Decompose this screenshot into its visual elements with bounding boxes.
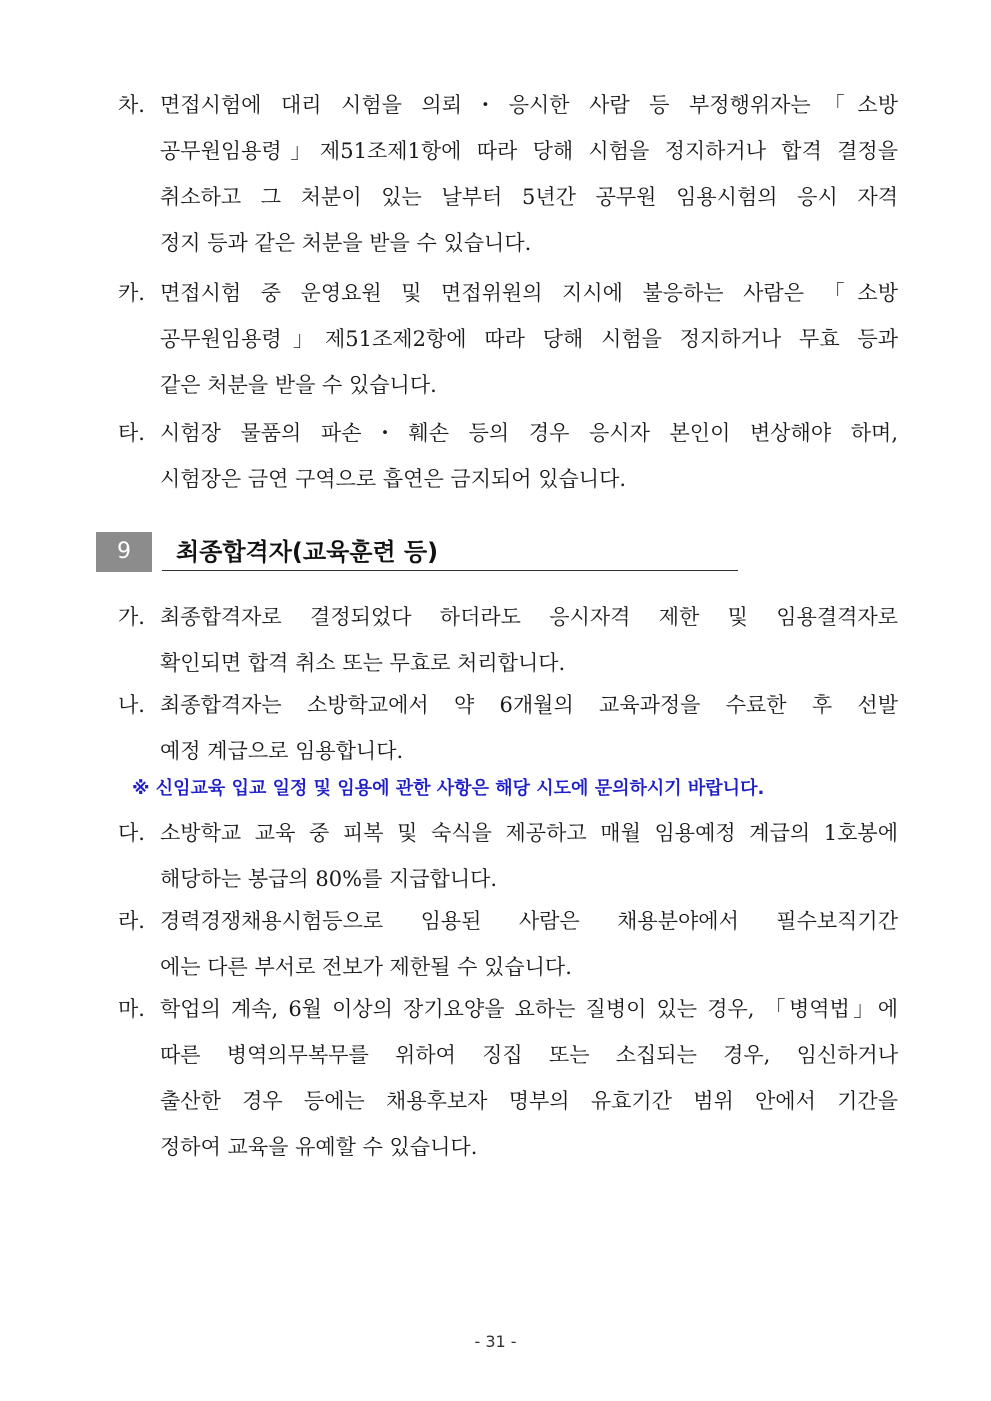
- list-item-na: [118, 682, 898, 774]
- list-item-line: [118, 1032, 898, 1078]
- list-marker: 마.: [118, 997, 145, 1021]
- list-item-line: [118, 220, 898, 266]
- list-item-text: 취소하고 그 처분이 있는 날부터 5년간 공무원 임용시험의 응시 자격: [160, 185, 898, 209]
- list-marker: 라.: [118, 909, 145, 933]
- list-item-line: [118, 316, 898, 362]
- list-item-text: 최종합격자로 결정되었다 하더라도 응시자격 제한 및 임용결격자로: [160, 605, 898, 629]
- list-item-line: [118, 682, 898, 728]
- list-item-line: [118, 82, 898, 128]
- list-item-text: 정하여 교육을 유예할 수 있습니다.: [160, 1135, 478, 1159]
- list-item-cha: [118, 82, 898, 266]
- list-item-da: [118, 810, 898, 902]
- list-marker: 카.: [118, 281, 145, 305]
- list-item-ta: [118, 410, 898, 502]
- list-item-line: [118, 640, 898, 686]
- list-item-text: 경력경쟁채용시험등으로 임용된 사람은 채용분야에서 필수보직기간: [160, 909, 898, 933]
- list-marker: 다.: [118, 821, 145, 845]
- list-item-text: 해당하는 봉급의 80%를 지급합니다.: [160, 867, 498, 891]
- list-item-text: 에는 다른 부서로 전보가 제한될 수 있습니다.: [160, 955, 572, 979]
- list-item-ra: [118, 898, 898, 990]
- list-item-line: [118, 362, 898, 408]
- section-title: 최종합격자(교육훈련 등): [176, 538, 439, 566]
- list-item-line: [118, 1078, 898, 1124]
- list-item-text: 공무원임용령」제51조제1항에 따라 당해 시험을 정지하거나 합격 결정을: [160, 139, 898, 163]
- list-item-line: [118, 944, 898, 990]
- list-item-text: 면접시험 중 운영요원 및 면접위원의 지시에 불응하는 사람은 「소방: [160, 281, 898, 305]
- list-marker: 타.: [118, 421, 145, 445]
- page-number: - 31 -: [474, 1332, 517, 1351]
- list-item-text: 시험장 물품의 파손・훼손 등의 경우 응시자 본인이 변상해야 하며,: [160, 421, 898, 445]
- list-item-text: 출산한 경우 등에는 채용후보자 명부의 유효기간 범위 안에서 기간을: [160, 1089, 898, 1113]
- section-underline: [162, 570, 738, 571]
- section-number: 9: [96, 532, 152, 572]
- list-item-line: [118, 594, 898, 640]
- notice-text: ※ 신임교육 입교 일정 및 임용에 관한 사항은 해당 시도에 문의하시기 바랍니다.: [132, 778, 765, 799]
- section-heading: [96, 532, 738, 574]
- list-item-line: [118, 174, 898, 220]
- list-item-text: 같은 처분을 받을 수 있습니다.: [160, 373, 437, 397]
- list-item-ka: [118, 270, 898, 408]
- list-item-text: 정지 등과 같은 처분을 받을 수 있습니다.: [160, 231, 532, 255]
- list-item-line: [118, 410, 898, 456]
- list-item-line: [118, 728, 898, 774]
- list-item-line: [118, 856, 898, 902]
- list-item-line: [118, 1124, 898, 1170]
- list-item-text: 공무원임용령」제51조제2항에 따라 당해 시험을 정지하거나 무효 등과: [160, 327, 898, 351]
- list-item-line: [118, 270, 898, 316]
- list-item-text: 확인되면 합격 취소 또는 무효로 처리합니다.: [160, 651, 566, 675]
- list-item-text: 학업의 계속, 6월 이상의 장기요양을 요하는 질병이 있는 경우, 「병역법」에: [160, 997, 898, 1021]
- list-item-line: [118, 810, 898, 856]
- list-item-text: 따른 병역의무복무를 위하여 징집 또는 소집되는 경우, 임신하거나: [160, 1043, 898, 1067]
- list-item-line: [118, 898, 898, 944]
- list-item-line: [118, 128, 898, 174]
- list-marker: 나.: [118, 693, 145, 717]
- list-item-line: [118, 986, 898, 1032]
- list-marker: 가.: [118, 605, 145, 629]
- list-marker: 차.: [118, 93, 145, 117]
- list-item-text: 시험장은 금연 구역으로 흡연은 금지되어 있습니다.: [160, 467, 627, 491]
- list-item-ga: [118, 594, 898, 686]
- list-item-line: [118, 456, 898, 502]
- list-item-ma: [118, 986, 898, 1170]
- list-item-text: 예정 계급으로 임용합니다.: [160, 739, 404, 763]
- list-item-text: 최종합격자는 소방학교에서 약 6개월의 교육과정을 수료한 후 선발: [160, 693, 898, 717]
- list-item-text: 면접시험에 대리 시험을 의뢰・응시한 사람 등 부정행위자는「소방: [160, 93, 898, 117]
- list-item-text: 소방학교 교육 중 피복 및 숙식을 제공하고 매월 임용예정 계급의 1호봉에: [160, 821, 898, 845]
